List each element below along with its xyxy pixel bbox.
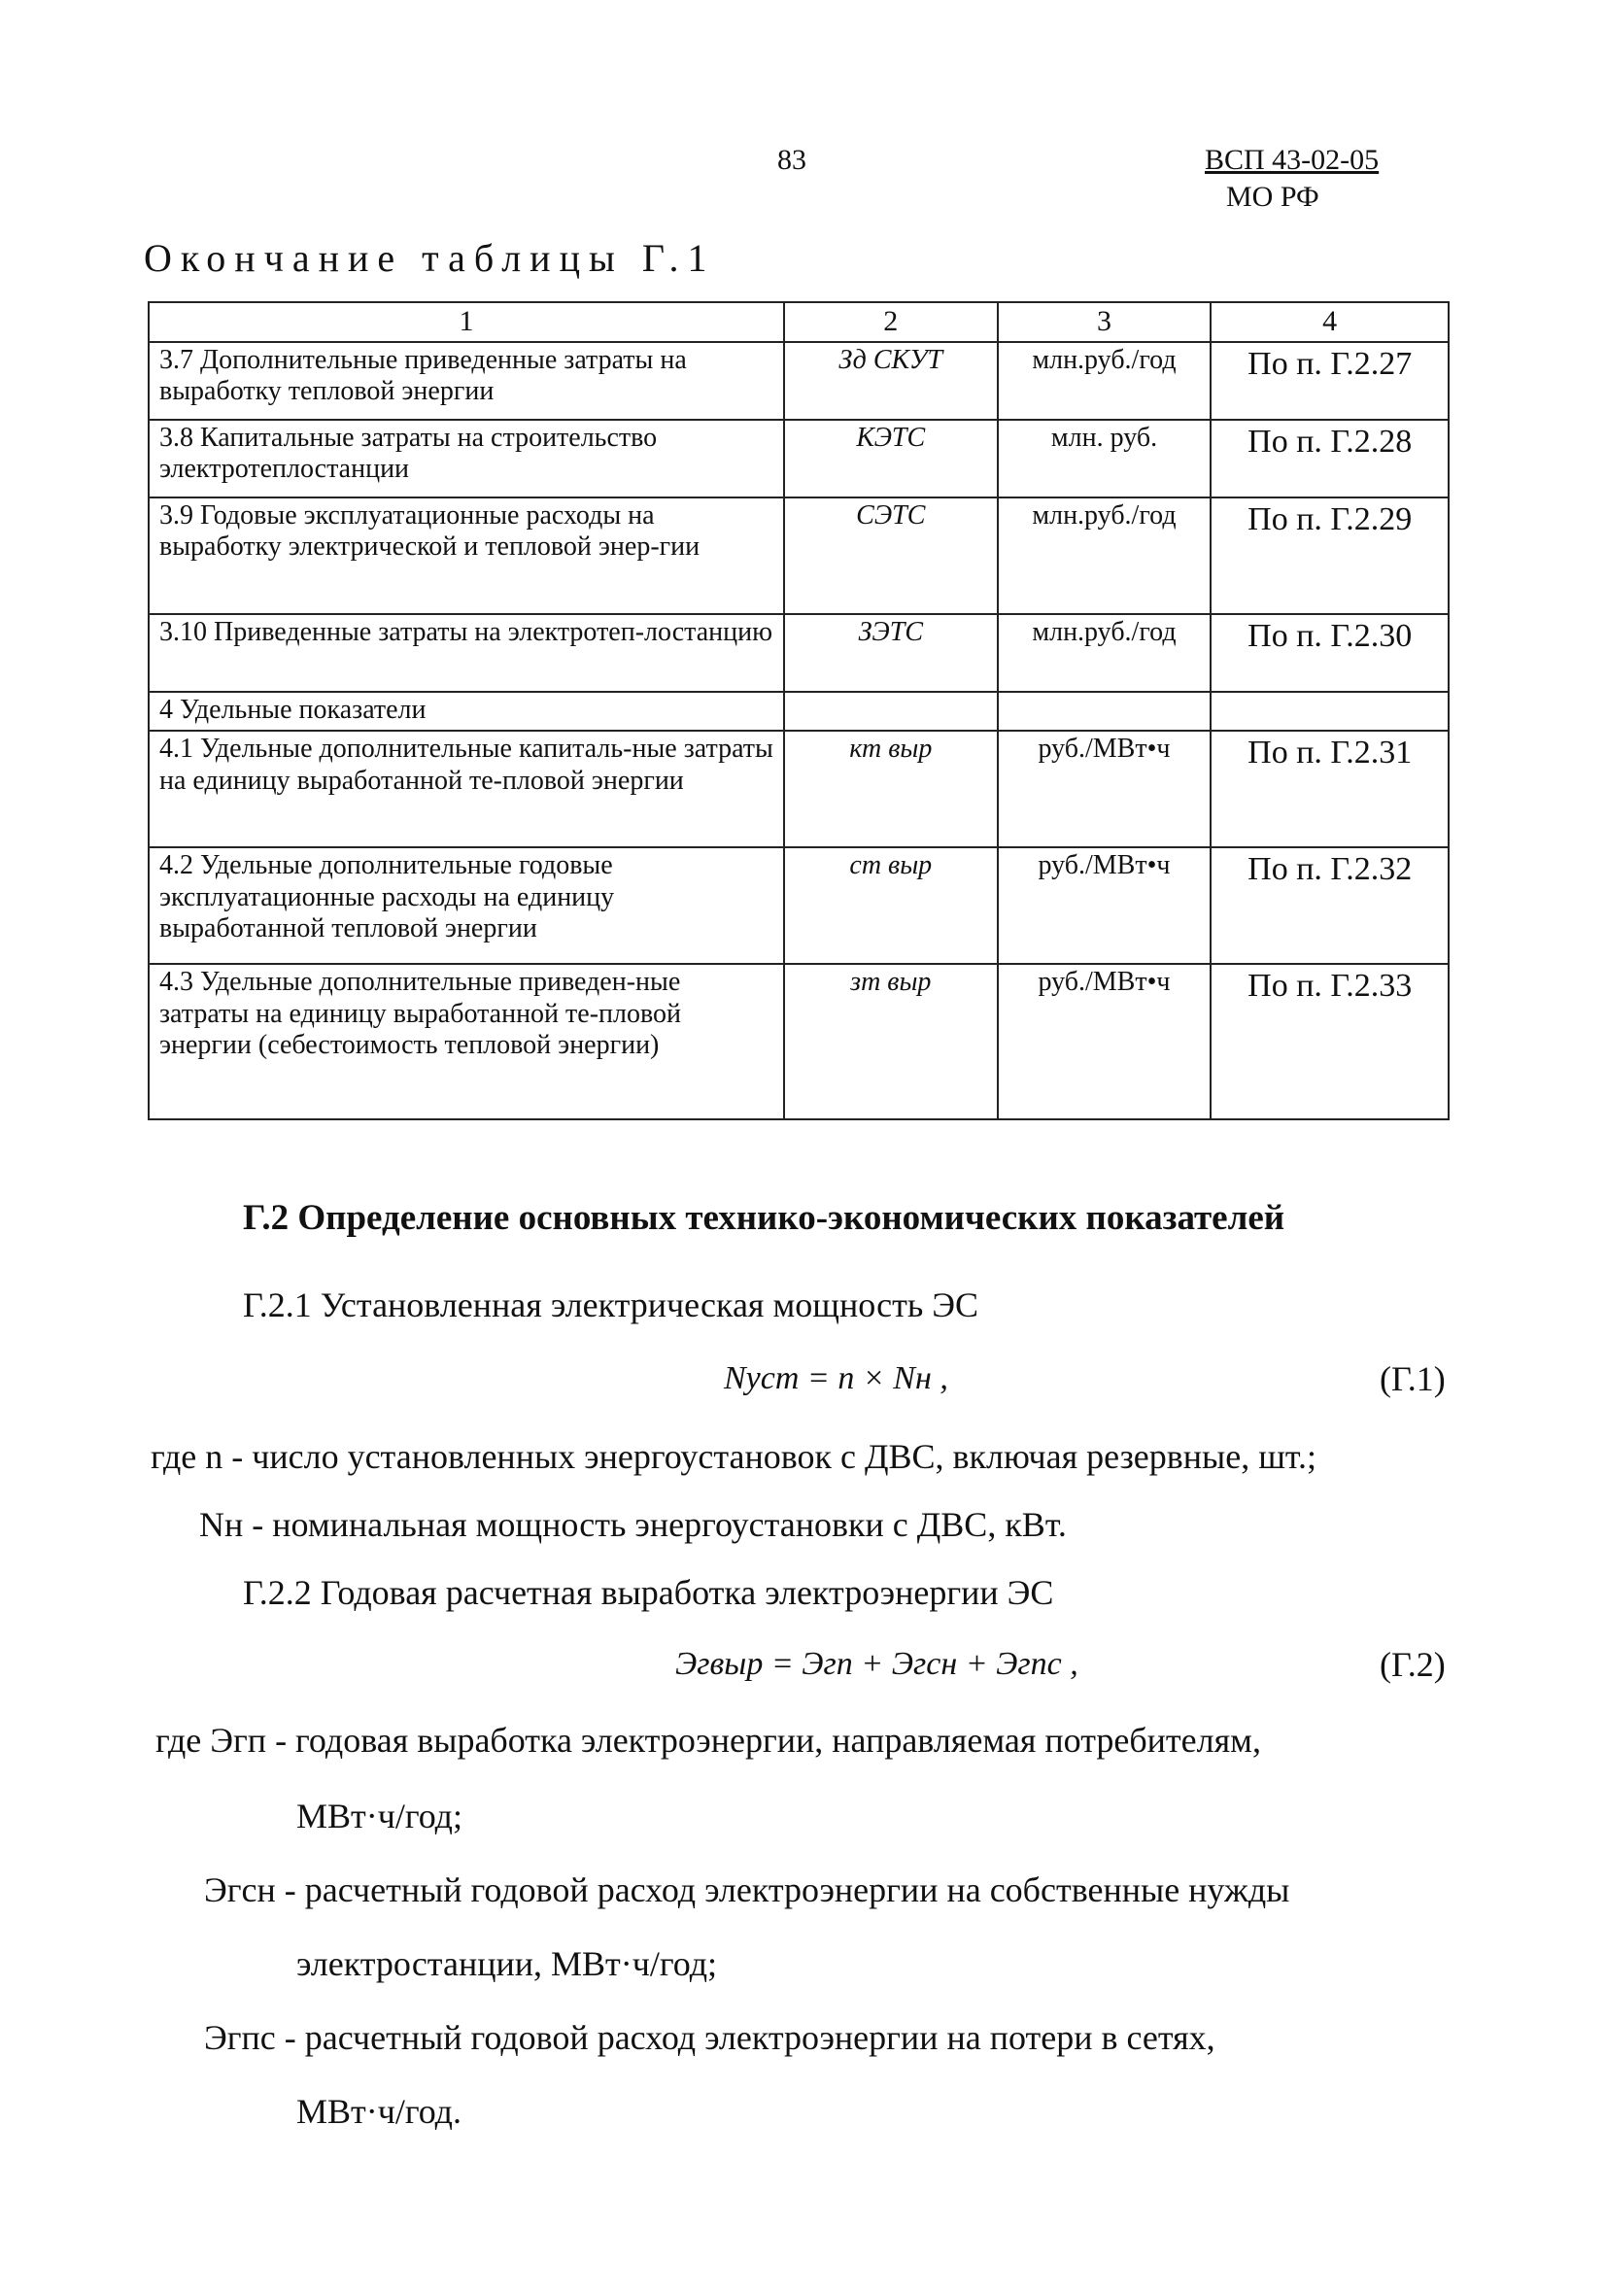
table-row (149, 420, 1449, 497)
equation-number: (Г.2) (1380, 1645, 1446, 1684)
indicator-symbol (784, 692, 998, 731)
paragraph-installed-power: Г.2.1 Установленная электрическая мощность ЭС (243, 1285, 979, 1324)
indicator-unit: млн.руб./год (998, 497, 1212, 614)
indicator-symbol: кт выр (784, 731, 998, 847)
indicator-reference: По п. Г.2.31 (1211, 731, 1449, 847)
document-code: ВСП 43-02-05 (1205, 144, 1380, 176)
indicator-symbol: КЭТС (784, 420, 998, 497)
indicator-reference: По п. Г.2.27 (1211, 342, 1449, 420)
indicator-symbol: Зд СКУТ (784, 342, 998, 420)
indicator-symbol: СЭТС (784, 497, 998, 614)
table-row (149, 614, 1449, 692)
indicator-name: 4.1 Удельные дополнительные капиталь-ные затраты на единицу выработанной те-пловой энергии (149, 731, 784, 847)
column-header: 3 (998, 302, 1212, 342)
table-row (149, 964, 1449, 1119)
indicator-name: 4 Удельные показатели (149, 692, 784, 731)
table-row (149, 342, 1449, 420)
indicator-reference: По п. Г.2.32 (1211, 847, 1449, 964)
column-header: 2 (784, 302, 998, 342)
where-clause-esn-unit: электростанции, МВт·ч/год; (296, 1944, 718, 1983)
indicator-name: 3.9 Годовые эксплуатационные расходы на выработку электрической и тепловой энер-гии (149, 497, 784, 614)
column-header: 4 (1211, 302, 1449, 342)
page-number: 83 (777, 144, 806, 176)
table-row (149, 497, 1449, 614)
indicator-unit: руб./МВт•ч (998, 964, 1212, 1119)
indicator-name: 4.3 Удельные дополнительные приведен-ные затраты на единицу выработанной те-пловой энергии (себестоимость тепловой энергии) (149, 964, 784, 1119)
where-clause-eps: Эгпс - расчетный годовой расход электроэнергии на потери в сетях, (204, 2018, 1215, 2057)
formula-annual-output: Эгвыр = Эгп + Эгсн + Эгпс , (675, 1646, 1078, 1682)
indicator-unit (998, 692, 1212, 731)
indicator-reference: По п. Г.2.30 (1211, 614, 1449, 692)
indicator-name: 4.2 Удельные дополнительные годовые эксплуатационные расходы на единицу выработанной тепловой энергии (149, 847, 784, 964)
indicator-symbol: зт выр (784, 964, 998, 1119)
indicator-reference: По п. Г.2.33 (1211, 964, 1449, 1119)
table-header-row (149, 302, 1449, 342)
indicator-reference: По п. Г.2.29 (1211, 497, 1449, 614)
indicator-reference (1211, 692, 1449, 731)
where-clause-n: где n - число установленных энергоустановок с ДВС, включая резервные, шт.; (151, 1437, 1316, 1476)
indicator-unit: млн. руб. (998, 420, 1212, 497)
data-table (148, 301, 1450, 1120)
indicator-name: 3.7 Дополнительные приведенные затраты на выработку тепловой энергии (149, 342, 784, 420)
column-header: 1 (149, 302, 784, 342)
paragraph-annual-output: Г.2.2 Годовая расчетная выработка электроэнергии ЭС (243, 1573, 1054, 1612)
indicator-unit: руб./МВт•ч (998, 847, 1212, 964)
where-clause-nn: Nн - номинальная мощность энергоустановки с ДВС, кВт. (199, 1505, 1067, 1544)
indicator-unit: млн.руб./год (998, 342, 1212, 420)
indicator-reference: По п. Г.2.28 (1211, 420, 1449, 497)
table-caption: Окончание таблицы Г.1 (144, 236, 716, 280)
equation-number: (Г.1) (1380, 1359, 1446, 1398)
indicator-unit: млн.руб./год (998, 614, 1212, 692)
where-clause-esn: Эгсн - расчетный годовой расход электроэнергии на собственные нужды (204, 1870, 1290, 1909)
indicator-unit: руб./МВт•ч (998, 731, 1212, 847)
section-heading: Г.2 Определение основных технико-экономических показателей (243, 1198, 1285, 1238)
indicator-name: 3.8 Капитальные затраты на строительство электротеплостанции (149, 420, 784, 497)
formula-installed-power: Nуст = n × Nн , (724, 1360, 948, 1396)
where-clause-ep-unit: МВт·ч/год; (296, 1797, 462, 1835)
indicator-symbol: ЗЭТС (784, 614, 998, 692)
table-row (149, 731, 1449, 847)
indicator-name: 3.10 Приведенные затраты на электротеп-лостанцию (149, 614, 784, 692)
where-clause-ep: где Эгп - годовая выработка электроэнергии, направляемая потребителям, (155, 1721, 1261, 1760)
table-row (149, 847, 1449, 964)
where-clause-eps-unit: МВт·ч/год. (296, 2092, 461, 2131)
indicator-symbol: ст выр (784, 847, 998, 964)
document-organization: МО РФ (1226, 181, 1319, 213)
table-row (149, 692, 1449, 731)
